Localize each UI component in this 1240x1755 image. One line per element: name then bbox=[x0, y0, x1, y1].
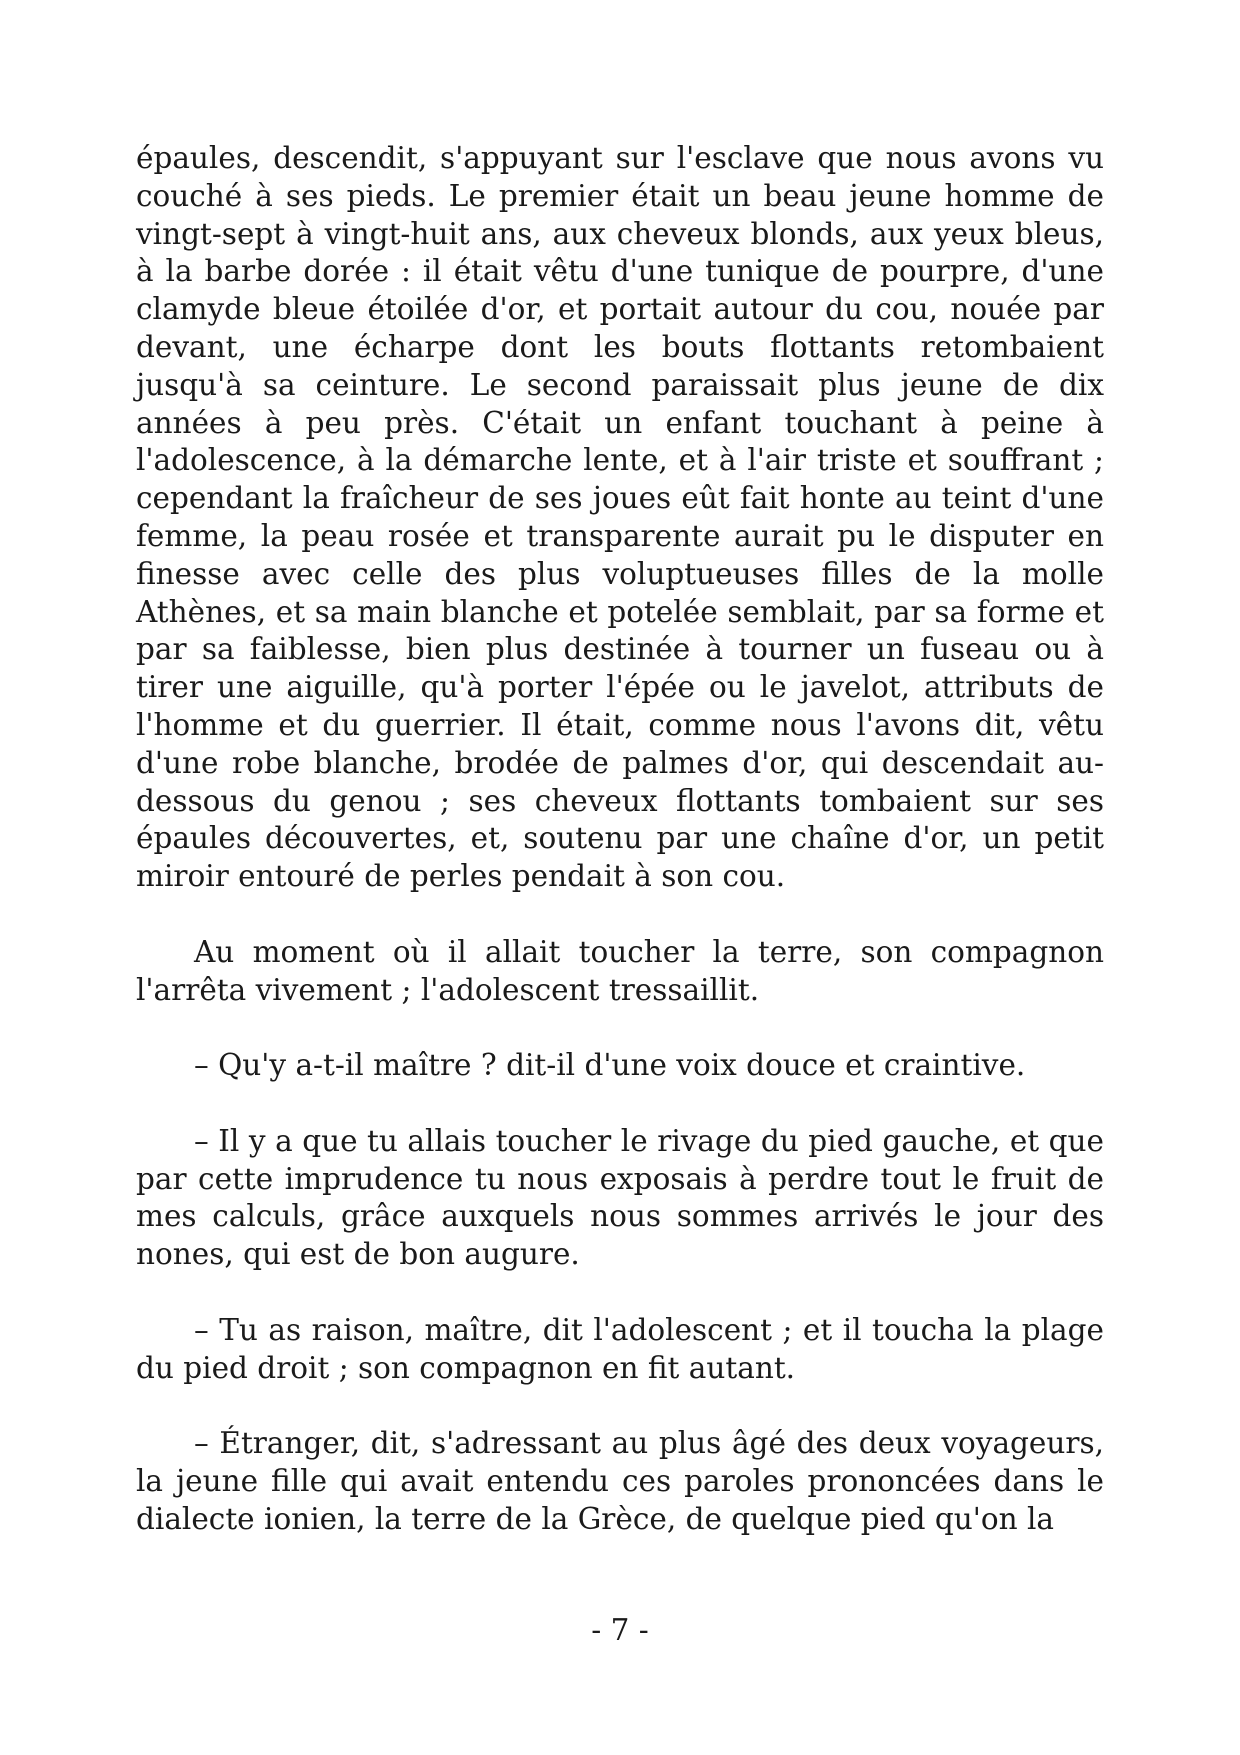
paragraph-2: Au moment où il allait toucher la terre, son compagnon l'arrêta vivement ; l'adolescent tressaillit. bbox=[136, 934, 1104, 1007]
paragraph-gap bbox=[136, 1274, 1104, 1312]
paragraph-gap bbox=[136, 1387, 1104, 1425]
paragraph-3: – Qu'y a-t-il maître ? dit-il d'une voix douce et craintive. bbox=[194, 1048, 1026, 1083]
paragraph-5: – Tu as raison, maître, dit l'adolescent ; et il toucha la plage du pied droit ; son compagnon en fit autant. bbox=[136, 1312, 1104, 1385]
paragraph-6: – Étranger, dit, s'adressant au plus âgé des deux voyageurs, la jeune fille qui avait entendu ces paroles prononcées dans le dialecte ionien, la terre de la Grèce, de quelque pied qu'on la bbox=[136, 1426, 1104, 1536]
paragraph-gap bbox=[136, 896, 1104, 934]
page-number: - 7 - bbox=[591, 1613, 649, 1647]
page-body bbox=[136, 140, 1104, 1538]
paragraph-1: épaules, descendit, s'appuyant sur l'esclave que nous avons vu couché à ses pieds. Le premier était un beau jeune homme de vingt-sept à vingt-huit ans, aux cheveux blonds, aux yeux bleus, à la barbe dorée : il était vêtu d'une tunique de pourpre, d'une clamyde bleue étoilée d'or, et portait autour du cou, nouée par devant, une écharpe dont les bouts flottants retombaient jusqu'à sa ceinture. Le second paraissait plus jeune de dix années à peu près. C'était un enfant touchant à peine à l'adolescence, à la démarche lente, et à l'air triste et souffrant ; cependant la fraîcheur de ses joues eût fait honte au teint d'une femme, la peau rosée et transparente aurait pu le disputer en finesse avec celle des plus voluptueuses filles de la molle Athènes, et sa main blanche et potelée semblait, par sa forme et par sa faiblesse, bien plus destinée à tourner un fuseau ou à tirer une aiguille, qu'à porter l'épée ou le javelot, attributs de l'homme et du guerrier. Il était, comme nous l'avons dit, vêtu d'une robe blanche, brodée de palmes d'or, qui descendait au-dessous du genou ; ses cheveux flottants tombaient sur ses épaules découvertes, et, soutenu par une chaîne d'or, un petit miroir entouré de perles pendait à son cou. bbox=[136, 141, 1104, 894]
paragraph-gap bbox=[136, 1085, 1104, 1123]
paragraph-4: – Il y a que tu allais toucher le rivage du pied gauche, et que par cette imprudence tu nous exposais à perdre tout le fruit de mes calculs, grâce auxquels nous sommes arrivés le jour des nones, qui est de bon augure. bbox=[136, 1123, 1104, 1272]
paragraph-gap bbox=[136, 1009, 1104, 1047]
